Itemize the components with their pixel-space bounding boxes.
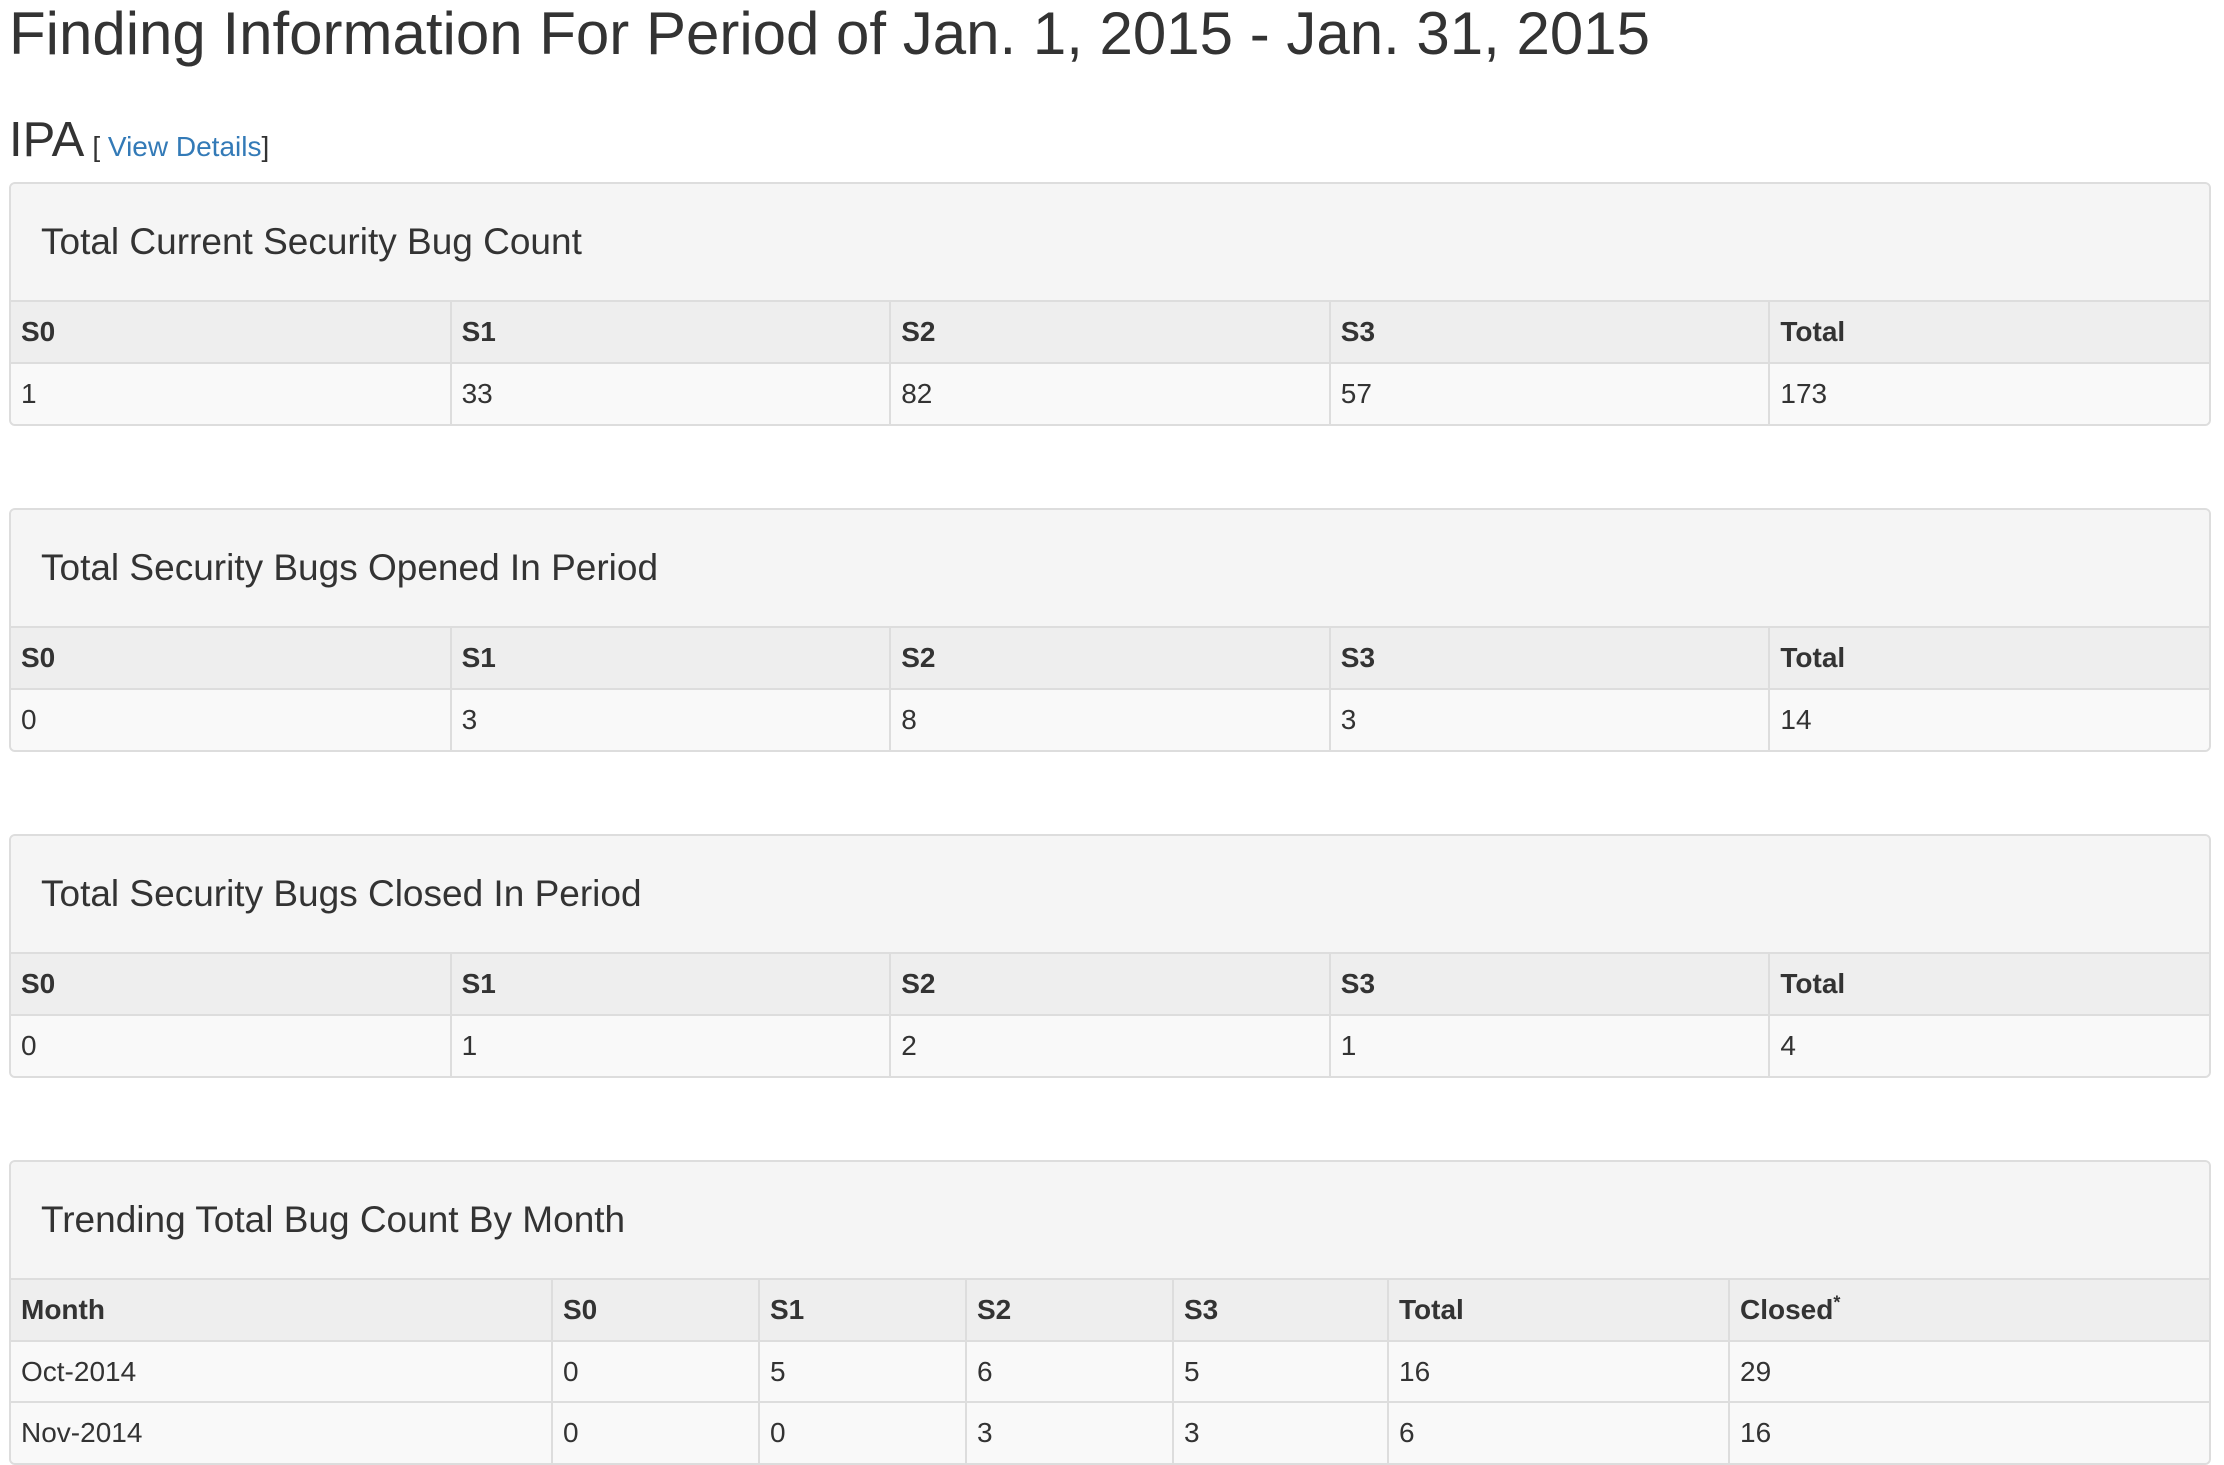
table-cell: Nov-2014 — [11, 1402, 552, 1463]
panel-title: Total Current Security Bug Count — [41, 221, 582, 262]
panel-title: Total Security Bugs Opened In Period — [41, 547, 659, 588]
column-header: S3 — [1330, 302, 1770, 363]
bugs-closed-table — [11, 954, 2209, 1076]
column-header: S2 — [966, 1280, 1173, 1341]
table-cell: 6 — [966, 1341, 1173, 1402]
table-cell: 57 — [1330, 363, 1770, 424]
panel-bugs-opened — [9, 508, 2211, 752]
table-cell: 4 — [1769, 1015, 2209, 1076]
panel-trending-by-month — [9, 1160, 2211, 1465]
column-header: S2 — [890, 628, 1330, 689]
panel-title: Trending Total Bug Count By Month — [41, 1199, 626, 1240]
table-cell: 14 — [1769, 689, 2209, 750]
table-cell: 2 — [890, 1015, 1330, 1076]
table-cell: 16 — [1729, 1402, 2209, 1463]
column-header: S2 — [890, 954, 1330, 1015]
column-header: S0 — [11, 954, 451, 1015]
footnote-marker: * — [1833, 1292, 1841, 1313]
column-header: S2 — [890, 302, 1330, 363]
column-header: S0 — [11, 628, 451, 689]
table-header-row — [11, 302, 2209, 363]
panel-heading — [11, 184, 2209, 302]
column-header: S1 — [759, 1280, 966, 1341]
table-cell: Oct-2014 — [11, 1341, 552, 1402]
section-name: IPA — [9, 113, 85, 167]
table-cell: 0 — [11, 689, 451, 750]
trending-table — [11, 1280, 2209, 1463]
column-header-label: Closed — [1740, 1294, 1834, 1325]
bracket-open: [ — [92, 131, 101, 162]
panel-heading — [11, 510, 2209, 628]
table-cell: 16 — [1388, 1341, 1729, 1402]
panel-bugs-closed — [9, 834, 2211, 1078]
table-header-row — [11, 1280, 2209, 1341]
bracket-close: ] — [261, 131, 270, 162]
page-title: Finding Information For Period of Jan. 1, 2015 - Jan. 31, 2015 — [9, 0, 1650, 67]
column-header: S3 — [1330, 954, 1770, 1015]
table-header-row — [11, 954, 2209, 1015]
column-header: S0 — [552, 1280, 759, 1341]
table-cell: 8 — [890, 689, 1330, 750]
column-header: S0 — [11, 302, 451, 363]
table-row — [11, 1015, 2209, 1076]
panel-title: Total Security Bugs Closed In Period — [41, 873, 642, 914]
details-link-wrapper — [92, 132, 269, 162]
table-row — [11, 1341, 2209, 1402]
table-cell: 6 — [1388, 1402, 1729, 1463]
table-cell: 1 — [451, 1015, 891, 1076]
column-header: Total — [1388, 1280, 1729, 1341]
panel-current-bug-count — [9, 182, 2211, 426]
table-cell: 3 — [451, 689, 891, 750]
panel-heading — [11, 836, 2209, 954]
table-cell: 3 — [966, 1402, 1173, 1463]
column-header: Total — [1769, 628, 2209, 689]
column-header-closed — [1729, 1280, 2209, 1341]
table-cell: 29 — [1729, 1341, 2209, 1402]
table-cell: 5 — [1173, 1341, 1388, 1402]
table-cell: 82 — [890, 363, 1330, 424]
view-details-link[interactable]: View Details — [107, 131, 262, 162]
column-header: S3 — [1173, 1280, 1388, 1341]
table-cell: 0 — [759, 1402, 966, 1463]
table-cell: 1 — [11, 363, 451, 424]
section-header — [9, 108, 2215, 168]
column-header: S1 — [451, 302, 891, 363]
table-cell: 1 — [1330, 1015, 1770, 1076]
table-header-row — [11, 628, 2209, 689]
current-bug-count-table — [11, 302, 2209, 424]
table-cell: 0 — [552, 1402, 759, 1463]
panel-heading — [11, 1162, 2209, 1280]
table-cell: 0 — [11, 1015, 451, 1076]
spacer — [9, 1078, 2215, 1160]
column-header: S1 — [451, 628, 891, 689]
column-header: Month — [11, 1280, 552, 1341]
column-header: Total — [1769, 954, 2209, 1015]
table-cell: 173 — [1769, 363, 2209, 424]
table-cell: 0 — [552, 1341, 759, 1402]
column-header: S3 — [1330, 628, 1770, 689]
spacer — [9, 426, 2215, 508]
table-row — [11, 363, 2209, 424]
column-header: Total — [1769, 302, 2209, 363]
spacer — [9, 752, 2215, 834]
table-cell: 3 — [1173, 1402, 1388, 1463]
table-cell: 33 — [451, 363, 891, 424]
table-cell: 3 — [1330, 689, 1770, 750]
bugs-opened-table — [11, 628, 2209, 750]
table-row — [11, 689, 2209, 750]
column-header: S1 — [451, 954, 891, 1015]
table-cell: 5 — [759, 1341, 966, 1402]
